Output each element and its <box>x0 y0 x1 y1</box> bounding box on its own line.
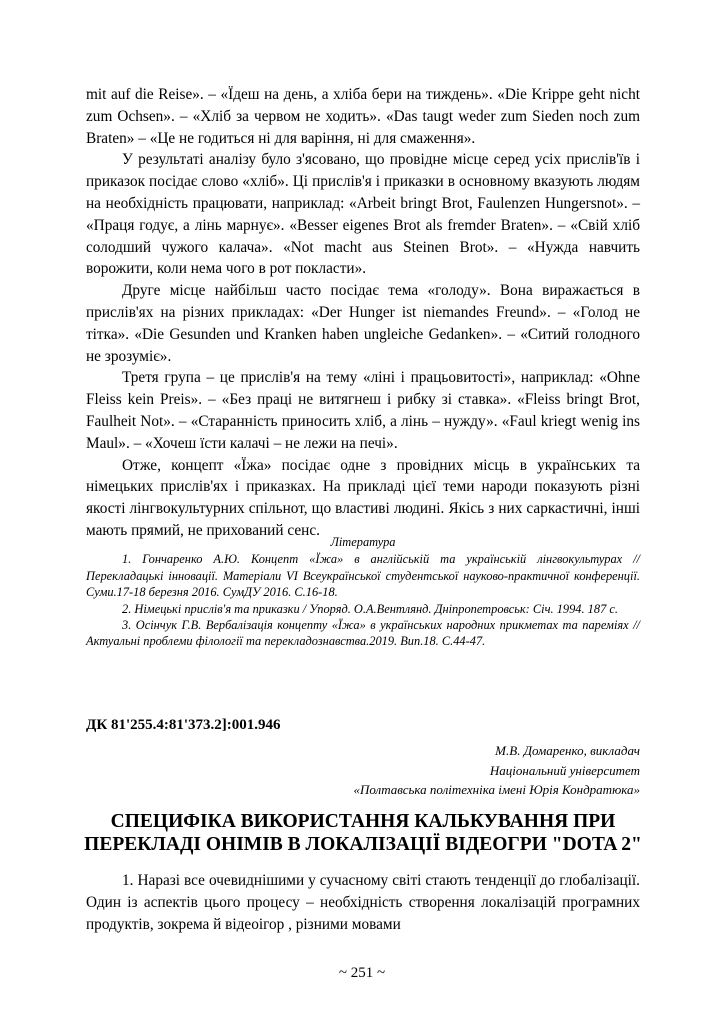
reference-item: 1. Гончаренко А.Ю. Концепт «Їжа» в англійській та українській лінгвокультурах // Перекладацькі інновації. Матеріали VI Всеукраїнської студентської науково-практичної конференції. Суми.17-18 березня 2016. СумДУ 2016. С.16-18. <box>86 552 640 600</box>
reference-item: 2. Німецькі прислів'я та приказки / Упоряд. О.А.Вентлянд. Дніпропетровськ: Січ. 1994. 187 с. <box>122 601 618 616</box>
intro-text-block <box>86 870 640 935</box>
body-paragraph: Третя група – це прислів'я на тему «ліні і працьовитості», наприклад: «Ohne Fleiss kein Preis». – «Без праці не витягнеш і рибку зі ставка». «Fleiss bringt Brot, Faulheit Not». – «Старанність приносить хліб, а лінь – нужду». «Faul kriegt wenig ins Maul». – «Хочеш їсти калачі – не лежи на печі». <box>86 369 640 452</box>
article-title-line: СПЕЦИФІКА ВИКОРИСТАННЯ КАЛЬКУВАННЯ ПРИ <box>110 811 616 832</box>
author-block <box>240 741 640 800</box>
author-name: М.В. Домаренко, викладач <box>495 743 640 758</box>
intro-paragraph: 1. Наразі все очевиднішими у сучасному світі стають тенденції до глобалізації. Один із аспектів цього процесу – необхідність створення локалізацій програмних продуктів, зокрема й відеоігор , різними мовами <box>86 872 640 933</box>
udc-code: ДК 81'255.4:81'373.2]:001.946 <box>86 717 281 733</box>
author-affiliation: Національний університет <box>489 762 640 778</box>
body-paragraph: Друге місце найбільш часто посідає тема «голоду». Вона виражається в прислів'ях на різних прикладах: «Der Hunger ist niemandes Freund». – «Голод не тітка». «Die Gesunden und Kranken haben ungleiche Gedanken». – «Ситий голодного не зрозуміє». <box>86 282 640 365</box>
body-paragraph: У результаті аналізу було з'ясовано, що провідне місце серед усіх прислів'їв і приказок посідає слово «хліб». Ці прислів'я і приказки в основному вказують людям на необхідність працювати, наприклад: «Arbeit bringt Brot, Faulenzen Hungersnot». – «Праця годує, а лінь марнує». «Besser eigenes Brot als fremder Braten». – «Свій хліб солодший чужого калача». «Not macht aus Steinen Brot». – «Нужда навчить ворожити, коли нема чого в рот покласти». <box>86 151 640 278</box>
reference-item: 3. Осінчук Г.В. Вербалізація концепту «Їжа» в українських народних прикметах та пареміях // Актуальні проблеми філології та перекладознавства.2019. Вип.18. С.44-47. <box>86 618 640 649</box>
page-number: ~ 251 ~ <box>338 965 386 981</box>
article-title <box>76 810 650 856</box>
article-title-line: ПЕРЕКЛАДІ ОНІМІВ В ЛОКАЛІЗАЦІЇ ВІДЕОГРИ "DOTA 2" <box>84 834 642 855</box>
body-text-block <box>86 84 640 542</box>
body-paragraph: Отже, концепт «Їжа» посідає одне з провідних місць в українських та німецьких прислів'ях і приказках. На прикладі цієї теми народи показують різні якості лінгвокультурних спільнот, що властиві людині. Якісь з них саркастичні, інші мають прямий, не прихований сенс. <box>86 456 640 539</box>
literature-section <box>86 534 640 650</box>
literature-heading: Література <box>330 535 396 549</box>
author-affiliation: «Полтавська політехніка імені Юрія Кондратюка» <box>353 782 640 797</box>
body-paragraph: mit auf die Reise». – «Їдеш на день, а хліба бери на тиждень». «Die Krippe geht nicht zum Ochsen». – «Хліб за червом не ходить». «Das taugt weder zum Sieden noch zum Braten» – «Це не годиться ні для варіння, ні для смаження». <box>86 86 640 147</box>
